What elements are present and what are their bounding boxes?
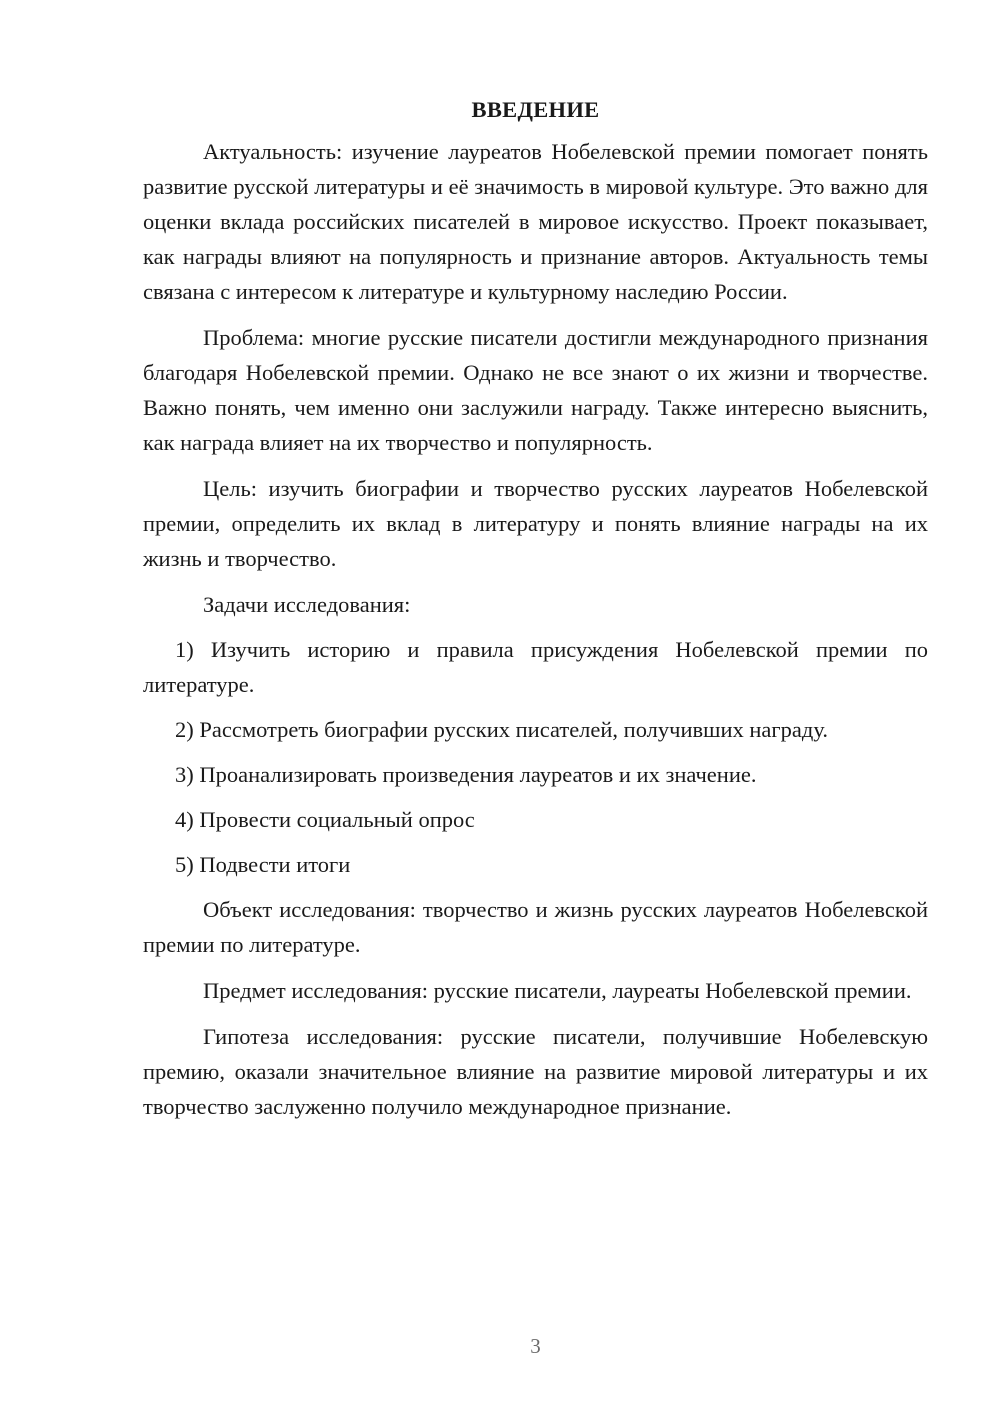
- section-title: ВВЕДЕНИЕ: [471, 97, 600, 122]
- paragraph-problem: Проблема: многие русские писатели достигли международного признания благодаря Нобелевской премии. Однако не все знают о их жизни и творчестве. Важно понять, чем именно они заслужили награду. Также интересно выяснить, как награда влияет на их творчество и популярность.: [143, 325, 928, 455]
- paragraph-object: Объект исследования: творчество и жизнь русских лауреатов Нобелевской премии по литературе.: [143, 897, 928, 957]
- task-item-5: 5) Подвести итоги: [175, 852, 351, 877]
- page-content: [143, 96, 928, 1135]
- page-number: 3: [530, 1334, 541, 1358]
- paragraph-hypothesis: Гипотеза исследования: русские писатели, получившие Нобелевскую премию, оказали значительное влияние на развитие мировой литературы и их творчество заслуженно получило международное признание.: [143, 1024, 928, 1119]
- task-item-4: 4) Провести социальный опрос: [175, 807, 475, 832]
- paragraph-subject: Предмет исследования: русские писатели, лауреаты Нобелевской премии.: [203, 978, 912, 1003]
- task-item-2: 2) Рассмотреть биографии русских писателей, получивших награду.: [175, 717, 828, 742]
- paragraph-relevance: Актуальность: изучение лауреатов Нобелевской премии помогает понять развитие русской литературы и её значимость в мировой культуре. Это важно для оценки вклада российских писателей в мировое искусство. Проект показывает, как награды влияют на популярность и признание авторов. Актуальность темы связана с интересом к литературе и культурному наследию России.: [143, 139, 928, 304]
- paragraph-goal: Цель: изучить биографии и творчество русских лауреатов Нобелевской премии, определить их вклад в литературу и понять влияние награды на их жизнь и творчество.: [143, 476, 928, 571]
- task-item-3: 3) Проанализировать произведения лауреатов и их значение.: [175, 762, 757, 787]
- tasks-heading: Задачи исследования:: [203, 592, 411, 617]
- task-item-1: 1) Изучить историю и правила присуждения Нобелевской премии по литературе.: [143, 637, 928, 697]
